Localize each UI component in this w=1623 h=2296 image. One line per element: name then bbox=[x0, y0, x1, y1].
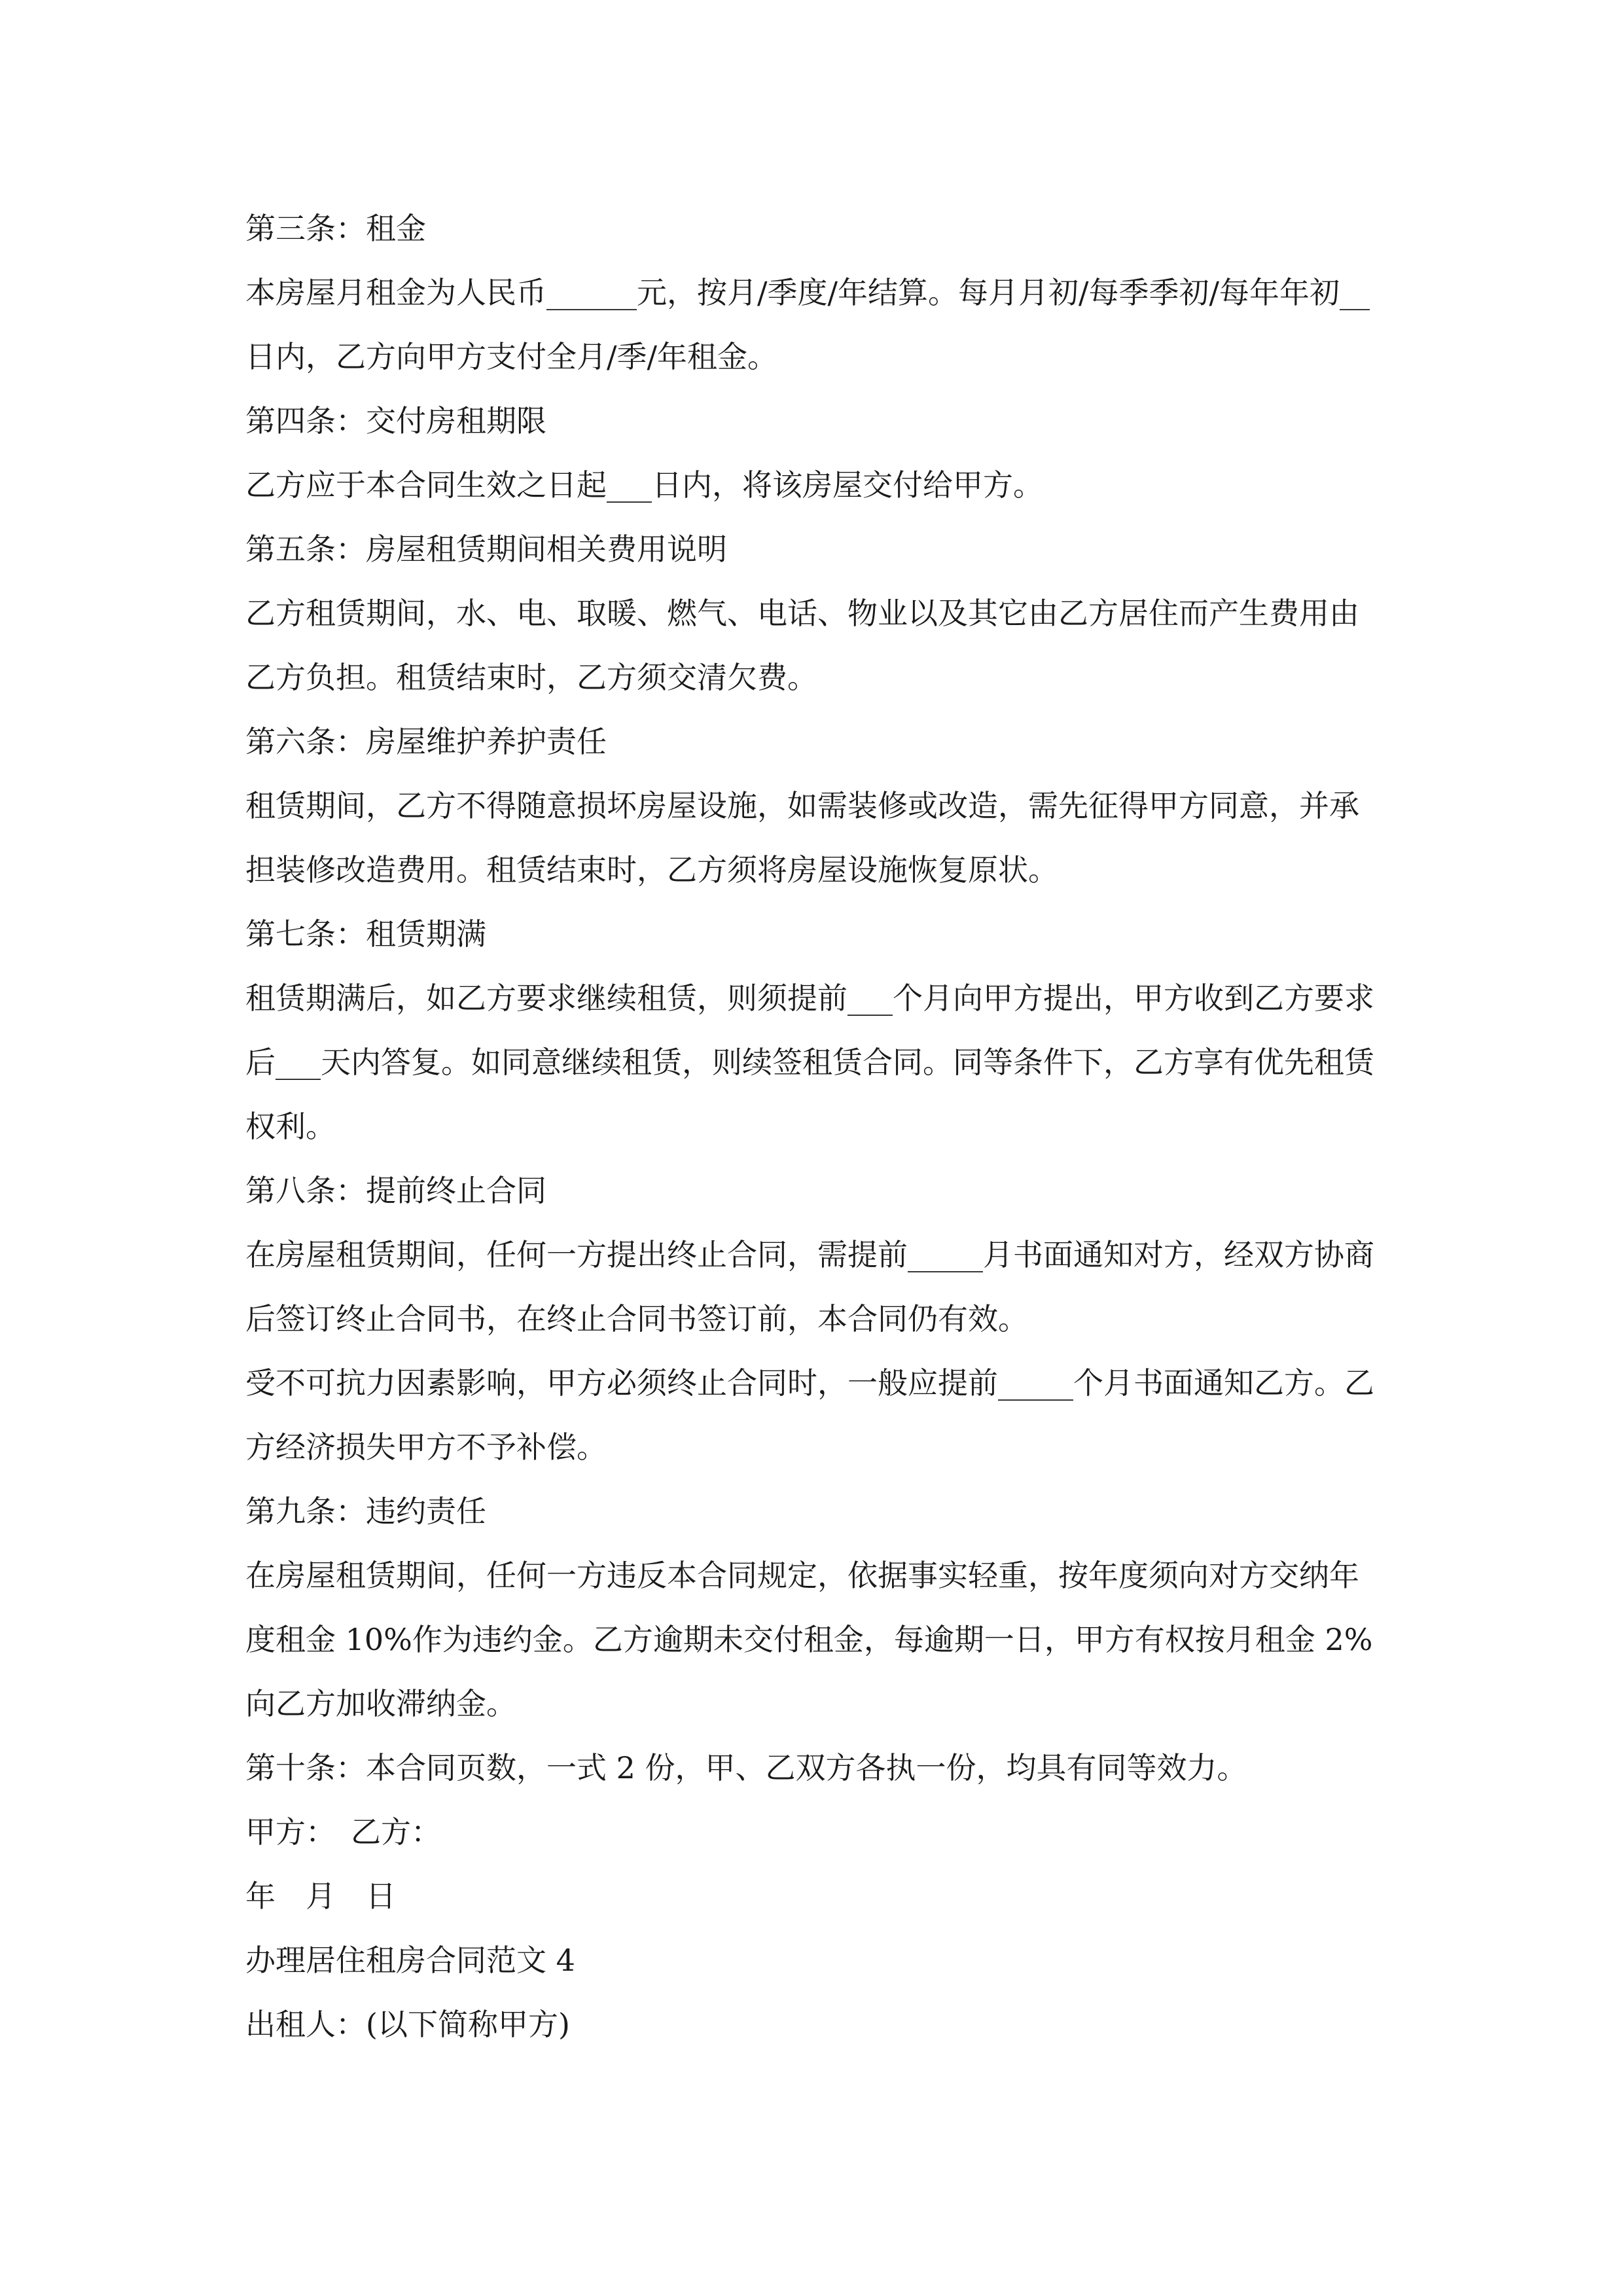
article-4-text: 乙方应于本合同生效之日起___日内，将该房屋交付给甲方。 bbox=[245, 467, 1043, 503]
article-5-heading: 第五条：房屋租赁期间相关费用说明 bbox=[245, 531, 727, 567]
article-7-text: 租赁期满后，如乙方要求继续租赁，则须提前___个月向甲方提出，甲方收到乙方要求后___天内答复。如同意继续租赁，则续签租赁合同。同等条件下，乙方享有优先租赁权利。 bbox=[245, 980, 1374, 1144]
section-title: 办理居住租房合同范文 4 bbox=[245, 1943, 575, 1978]
article-3-text: 本房屋月租金为人民币______元，按月/季度/年结算。每月月初/每季季初/每年年初__日内，乙方向甲方支付全月/季/年租金。 bbox=[245, 275, 1370, 374]
signature-parties: 甲方： 乙方： bbox=[245, 1814, 441, 1850]
signature-date: 年 月 日 bbox=[245, 1878, 396, 1914]
article-6-text: 租赁期间，乙方不得随意损坏房屋设施，如需装修或改造，需先征得甲方同意，并承担装修改造费用。租赁结束时，乙方须将房屋设施恢复原状。 bbox=[245, 788, 1359, 888]
article-9-heading: 第九条：违约责任 bbox=[245, 1494, 486, 1529]
document-body bbox=[245, 196, 1381, 2056]
article-9-text: 在房屋租赁期间，任何一方违反本合同规定，依据事实轻重，按年度须向对方交纳年度租金 10%作为违约金。乙方逾期未交付租金，每逾期一日，甲方有权按月租金 2%向乙方加收滞纳金。 bbox=[245, 1558, 1373, 1721]
article-10-text: 第十条：本合同页数，一式 2 份，甲、乙双方各执一份，均具有同等效力。 bbox=[245, 1750, 1247, 1785]
article-8-text: 在房屋租赁期间，任何一方提出终止合同，需提前_____月书面通知对方，经双方协商后签订终止合同书，在终止合同书签订前，本合同仍有效。 bbox=[245, 1237, 1374, 1336]
article-8-heading: 第八条：提前终止合同 bbox=[245, 1173, 546, 1208]
article-7-heading: 第七条：租赁期满 bbox=[245, 916, 486, 952]
article-4-heading: 第四条：交付房租期限 bbox=[245, 403, 546, 439]
article-8-force-majeure-text: 受不可抗力因素影响，甲方必须终止合同时，一般应提前_____个月书面通知乙方。乙方经济损失甲方不予补偿。 bbox=[245, 1365, 1374, 1465]
article-5-text: 乙方租赁期间，水、电、取暖、燃气、电话、物业以及其它由乙方居住而产生费用由乙方负担。租赁结束时，乙方须交清欠费。 bbox=[245, 596, 1359, 695]
lessor-line: 出租人：(以下简称甲方) bbox=[245, 2007, 570, 2042]
article-3-heading: 第三条：租金 bbox=[245, 211, 426, 246]
article-6-heading: 第六条：房屋维护养护责任 bbox=[245, 724, 607, 759]
